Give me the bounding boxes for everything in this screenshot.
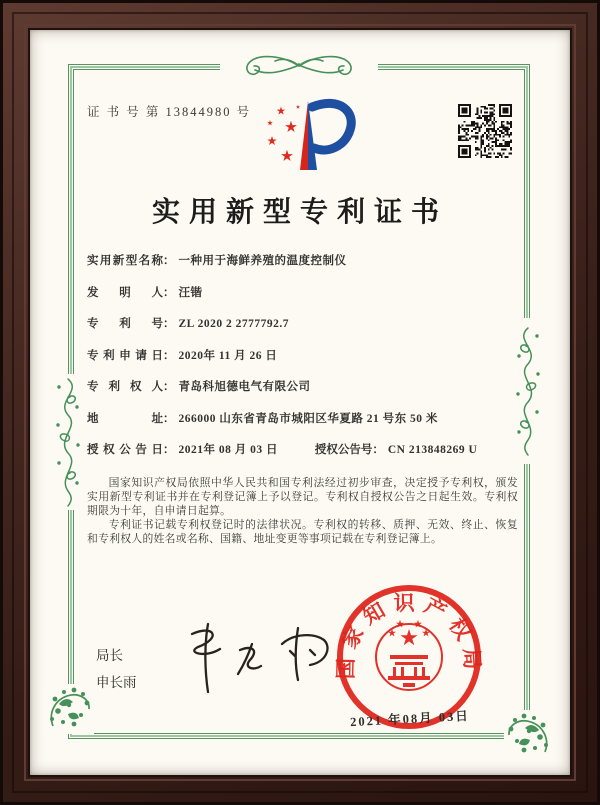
field-value: 一种用于海鲜养殖的温度控制仪 [178, 255, 347, 267]
field-patentee: 专利权人： 青岛科旭德电气有限公司 [87, 380, 520, 396]
left-vine-ornament [46, 374, 90, 510]
field-label: 专利权人 [87, 381, 163, 393]
certificate-number: 证 书 号 第 13844980 号 [87, 105, 252, 119]
legal-paragraph-2: 专利证书记载专利权登记时的法律状况。专利权的转移、质押、无效、终止、恢复和专利权人的姓名或名称、国籍、地址变更等事项记载在专利登记簿上。 [87, 518, 518, 545]
field-label: 发明人 [87, 286, 163, 299]
director-signature [178, 616, 348, 702]
field-inventor: 发明人： 汪锴 [87, 286, 520, 302]
field-value: 266000 山东省青岛市城阳区华夏路 21 号东 50 米 [178, 412, 438, 425]
field-address: 地址： 266000 山东省青岛市城阳区华夏路 21 号东 50 米 [87, 412, 520, 428]
grant-date-pair: 授权公告日： 2021年 08 月 03 日 [87, 444, 281, 456]
field-filing-date: 专利申请日： 2020年 11 月 26 日 [87, 349, 520, 365]
field-patent-number: 专利号： ZL 2020 2 2777792.7 [87, 317, 520, 333]
field-label: 专利号 [87, 318, 163, 330]
officer-block [96, 642, 137, 696]
field-label: 授权公告日 [87, 444, 163, 456]
field-value: 2021年 08 月 03 日 [178, 444, 278, 456]
officer-name: 申长雨 [96, 675, 137, 690]
field-value: ZL 2020 2 2777792.7 [178, 318, 289, 330]
top-scroll-ornament [220, 53, 378, 79]
grant-number-pair: 授权公告号： CN 213848269 U [314, 444, 478, 456]
field-grant-row [87, 443, 520, 459]
qr-code [458, 104, 512, 158]
bottom-right-floral-ornament [504, 710, 554, 760]
bottom-left-floral-ornament [44, 684, 94, 734]
field-value: CN 213848269 U [387, 444, 478, 456]
certificate-title: 实用新型专利证书 [151, 197, 448, 228]
field-label: 专利申请日 [87, 349, 163, 362]
field-value: 2020年 11 月 26 日 [178, 349, 278, 362]
field-utility-model-name: 实用新型名称： 一种用于海鲜养殖的温度控制仪 [87, 254, 520, 270]
field-label: 实用新型名称 [87, 255, 163, 267]
legal-text [87, 477, 518, 547]
field-value: 青岛科旭德电气有限公司 [178, 381, 311, 393]
cnipa-logo-icon [246, 96, 356, 178]
certificate [30, 30, 570, 775]
seal-ring-text: 国家知识产权局 [333, 590, 485, 680]
certificate-paper [30, 30, 570, 775]
officer-title: 局长 [96, 648, 123, 663]
field-label: 授权公告号 [314, 444, 373, 456]
legal-paragraph-1: 国家知识产权局依照中华人民共和国专利法经过初步审查，决定授予专利权，颁发实用新型专利证书并在专利登记簿上予以登记。专利权自授权公告之日起生效。专利权期限为十年，自申请日起算。 [87, 477, 518, 517]
patent-fields [87, 254, 520, 475]
seal-date: 2021 年08月 03日 [349, 708, 471, 730]
field-value: 汪锴 [178, 286, 203, 299]
field-label: 地址 [87, 412, 163, 425]
